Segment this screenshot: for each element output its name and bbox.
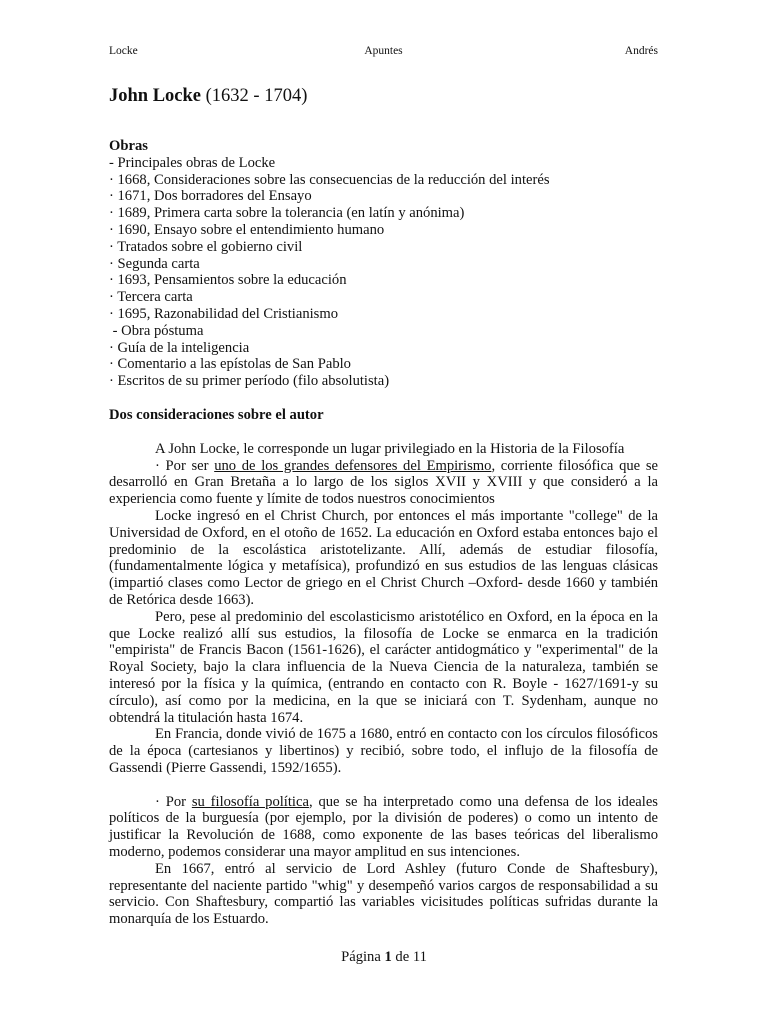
title-name: John Locke xyxy=(109,86,202,106)
footer-prefix: Página xyxy=(341,949,385,965)
obras-item: · 1695, Razonabilidad del Cristianismo xyxy=(109,305,339,322)
page-title xyxy=(109,84,658,108)
document-body xyxy=(109,84,658,928)
obras-item: · 1689, Primera carta sobre la tolerancia (en latín y anónima) xyxy=(109,205,465,222)
paragraph-shaftesbury: En 1667, entró al servicio de Lord Ashley (futuro Conde de Shaftesbury), representante del naciente partido "whig" y desempeñó varios cargos de responsabilidad a su servicio. Con Shaftesbury, compartió las variables vicisitudes políticas sufridas durante la monarquía de los Estuardo. xyxy=(109,860,658,928)
section-heading: Dos consideraciones sobre el autor xyxy=(109,406,324,423)
obras-item: · 1693, Pensamientos sobre la educación xyxy=(109,272,347,289)
obras-item: · Tercera carta xyxy=(109,289,193,306)
title-years: (1632 - 1704) xyxy=(205,86,308,106)
obras-item: · Escritos de su primer período (filo absolutista) xyxy=(109,373,390,390)
p1-prefix: · Por ser xyxy=(155,457,215,474)
header-left: Locke xyxy=(109,45,138,57)
footer-suffix: de 11 xyxy=(391,949,427,965)
p1-rest: , corriente filosófica que se desarrolló en Gran Bretaña a lo largo de los siglos XVII y XVIII y que consideró a la experiencia como fuente y límite de todos nuestros conocimientos xyxy=(109,457,658,508)
p1-underlined: uno de los grandes defensores del Empirismo xyxy=(214,457,492,474)
p5-rest: , que se ha interpretado como una defensa de los ideales políticos de la burguesía (por ejemplo, por la división de poderes) o como un intento de justificar la Revolución de 1688, como exponente de las bases teóricas del liberalismo moderno, podemos considerar una mayor amplitud en sus intenciones. xyxy=(109,793,658,861)
obras-item: · 1668, Consideraciones sobre las consecuencias de la reducción del interés xyxy=(109,171,550,188)
obras-item: · Guía de la inteligencia xyxy=(109,339,250,356)
obras-list xyxy=(109,155,658,390)
paragraph-politica xyxy=(109,794,658,861)
obras-heading: Obras xyxy=(109,138,148,154)
obras-item: · 1690, Ensayo sobre el entendimiento humano xyxy=(109,221,385,238)
intro-paragraph: A John Locke, le corresponde un lugar privilegiado en la Historia de la Filosofía xyxy=(155,440,625,457)
obras-item: · 1671, Dos borradores del Ensayo xyxy=(109,188,312,205)
page-header xyxy=(109,43,658,59)
header-center: Apuntes xyxy=(364,45,403,57)
p5-prefix: · Por xyxy=(155,793,192,810)
obras-item: · Comentario a las epístolas de San Pablo xyxy=(109,356,351,373)
page-number: 1 xyxy=(384,949,392,965)
obras-item: - Principales obras de Locke xyxy=(109,154,276,171)
paragraph-empirismo xyxy=(109,458,658,508)
obras-item: · Tratados sobre el gobierno civil xyxy=(109,238,303,255)
p5-underlined: su filosofía política xyxy=(191,793,309,810)
obras-item: - Obra póstuma xyxy=(109,322,204,339)
page-footer xyxy=(0,949,768,966)
header-right: Andrés xyxy=(624,45,658,57)
paragraph-oxford: Locke ingresó en el Christ Church, por entonces el más importante "college" de la Universidad de Oxford, en el otoño de 1652. La educación en Oxford estaba entonces bajo el predominio de la escolástica aristotelizante. Allí, además de estudiar filosofía, (fundamentalmente lógica y metafísica), profundizó en sus estudios de las lenguas clásicas (impartió clases como Lector de griego en el Christ Church –Oxford- desde 1660 y también de Retórica desde 1663). xyxy=(109,507,658,608)
obras-item: · Segunda carta xyxy=(109,255,200,272)
paragraph-francia: En Francia, donde vivió de 1675 a 1680, entró en contacto con los círculos filosóficos de la época (cartesianos y libertinos) y recibió, sobre todo, el influjo de la filosofía de Gassendi (Pierre Gassendi, 1592/1655). xyxy=(109,726,658,776)
paragraph-bacon: Pero, pese al predominio del escolasticismo aristotélico en Oxford, en la época en la que Locke realizó allí sus estudios, la filosofía de Locke se enmarca en la tradición "empirista" de Francis Bacon (1561-1626), el carácter antidogmático y "experimental" de la Royal Society, bajo la clara influencia de la Nueva Ciencia de la naturaleza, también se interesó por la física y la química, (entrando en contacto con R. Boyle - 1627/1691-y su círculo), así como por la medicina, en la que se iniciará con T. Sydenham, aunque no obtendrá la titulación hasta 1674. xyxy=(109,608,658,726)
